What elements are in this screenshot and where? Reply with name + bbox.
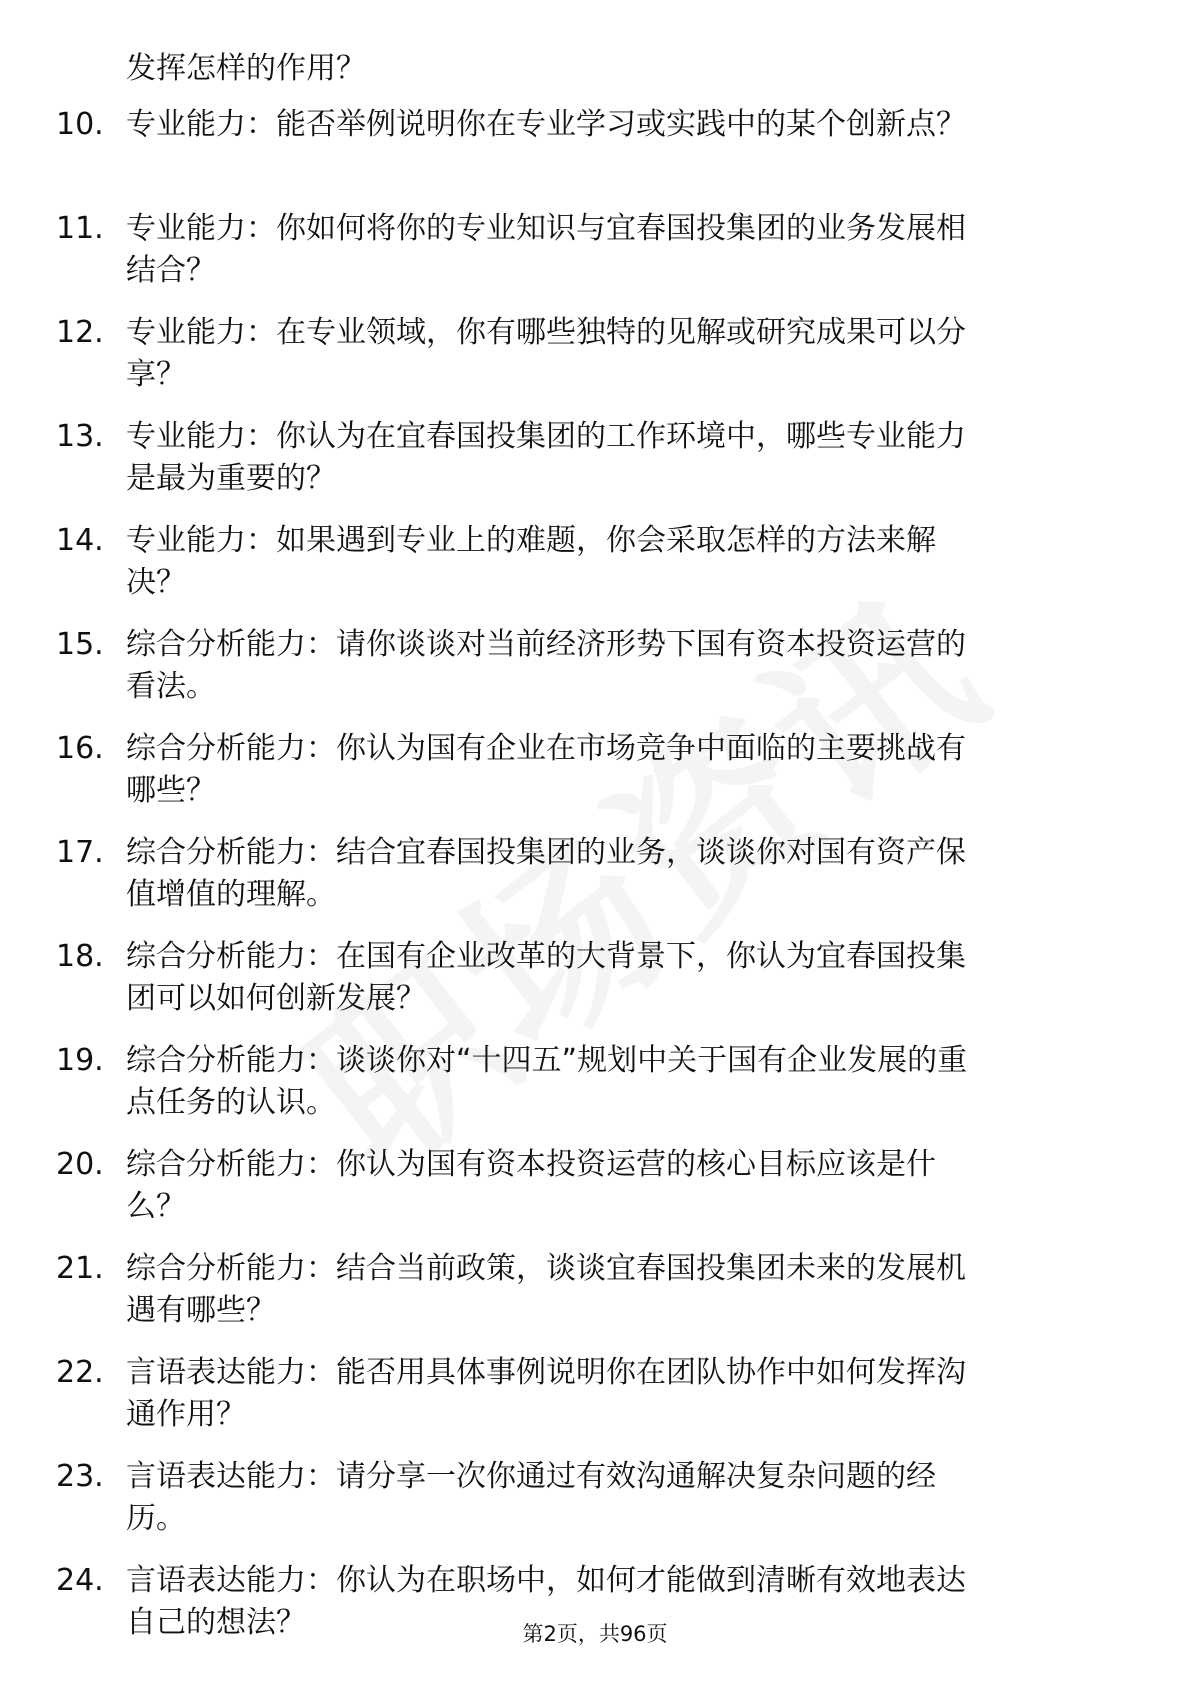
- question-text-line: 专业能力：你认为在宜春国投集团的工作环境中，哪些专业能力: [126, 419, 966, 454]
- question-text: [126, 1248, 1116, 1332]
- question-text-line: 综合分析能力：你认为国有资本投资运营的核心目标应该是什: [126, 1147, 936, 1182]
- question-text: [126, 104, 1116, 146]
- question-text-line: 专业能力：你如何将你的专业知识与宜春国投集团的业务发展相: [126, 211, 966, 246]
- question-text-line: 言语表达能力：你认为在职场中，如何才能做到清晰有效地表达: [126, 1563, 966, 1598]
- question-number: 16.: [56, 731, 104, 766]
- question-number: 14.: [56, 523, 104, 558]
- question-item: [0, 520, 1190, 624]
- question-text: [126, 520, 1116, 604]
- question-number: 12.: [56, 315, 104, 350]
- question-item: [0, 1248, 1190, 1352]
- question-item: [0, 624, 1190, 728]
- question-text-line: 遇有哪些？: [126, 1293, 276, 1328]
- question-text-line: 专业能力：在专业领域，你有哪些独特的见解或研究成果可以分: [126, 315, 966, 350]
- question-number: 11.: [56, 211, 104, 246]
- question-text-line: 专业能力：能否举例说明你在专业学习或实践中的某个创新点？: [126, 107, 966, 142]
- question-text: [126, 624, 1116, 708]
- question-text-line: 决？: [126, 565, 186, 600]
- question-item: [0, 416, 1190, 520]
- question-item: [0, 1040, 1190, 1144]
- question-text-line: 综合分析能力：结合宜春国投集团的业务，谈谈你对国有资产保: [126, 835, 966, 870]
- question-text-line: 言语表达能力：请分享一次你通过有效沟通解决复杂问题的经: [126, 1459, 936, 1494]
- question-text-line: 结合？: [126, 253, 216, 288]
- question-text-line: 综合分析能力：结合当前政策，谈谈宜春国投集团未来的发展机: [126, 1251, 966, 1286]
- question-number: 17.: [56, 835, 104, 870]
- question-text-line: 享？: [126, 357, 186, 392]
- question-text: [126, 1352, 1116, 1436]
- question-text: [126, 208, 1116, 292]
- question-item: [0, 1352, 1190, 1456]
- question-text-line: 看法。: [126, 669, 216, 704]
- question-number: 15.: [56, 627, 104, 662]
- question-text: [126, 832, 1116, 916]
- question-number: 13.: [56, 419, 104, 454]
- question-text-line: 自己的想法？: [126, 1605, 306, 1640]
- question-number: 23.: [56, 1459, 104, 1494]
- question-item: [0, 104, 1190, 208]
- question-text: [126, 1040, 1116, 1124]
- page-footer: 第2页，共96页: [522, 1622, 668, 1646]
- question-text: [126, 1456, 1116, 1540]
- question-text: [126, 312, 1116, 396]
- question-text-line: 值增值的理解。: [126, 877, 336, 912]
- question-text-line: 综合分析能力：在国有企业改革的大背景下，你认为宜春国投集: [126, 939, 966, 974]
- question-number: 20.: [56, 1147, 104, 1182]
- question-number: 22.: [56, 1355, 104, 1390]
- question-item: [0, 936, 1190, 1040]
- question-item: [0, 1560, 1190, 1664]
- question-text-line: 综合分析能力：请你谈谈对当前经济形势下国有资本投资运营的: [126, 627, 966, 662]
- question-number: 10.: [56, 107, 104, 142]
- question-item: [0, 832, 1190, 936]
- continuation-line: 发挥怎样的作用？: [126, 51, 366, 86]
- question-text-line: 么？: [126, 1189, 186, 1224]
- question-text-line: 专业能力：如果遇到专业上的难题，你会采取怎样的方法来解: [126, 523, 936, 558]
- question-text-line: 是最为重要的？: [126, 461, 336, 496]
- question-text-line: 历。: [126, 1501, 186, 1536]
- question-text: [126, 416, 1116, 500]
- question-item: [0, 312, 1190, 416]
- question-text-line: 综合分析能力：你认为国有企业在市场竞争中面临的主要挑战有: [126, 731, 966, 766]
- question-text-line: 点任务的认识。: [126, 1085, 336, 1120]
- question-text-line: 通作用？: [126, 1397, 246, 1432]
- question-number: 21.: [56, 1251, 104, 1286]
- question-text: [126, 936, 1116, 1020]
- question-item: [0, 1456, 1190, 1560]
- question-item: [0, 728, 1190, 832]
- question-item: [0, 1144, 1190, 1248]
- question-number: 18.: [56, 939, 104, 974]
- question-text-line: 综合分析能力：谈谈你对“十四五”规划中关于国有企业发展的重: [126, 1043, 968, 1078]
- question-number: 19.: [56, 1043, 104, 1078]
- question-text: [126, 1144, 1116, 1228]
- question-item: [0, 208, 1190, 312]
- question-text-line: 哪些？: [126, 773, 216, 808]
- question-text-line: 言语表达能力：能否用具体事例说明你在团队协作中如何发挥沟: [126, 1355, 966, 1390]
- question-number: 24.: [56, 1563, 104, 1598]
- question-text-line: 团可以如何创新发展？: [126, 981, 426, 1016]
- question-text: [126, 728, 1116, 812]
- question-list: [0, 104, 1190, 1664]
